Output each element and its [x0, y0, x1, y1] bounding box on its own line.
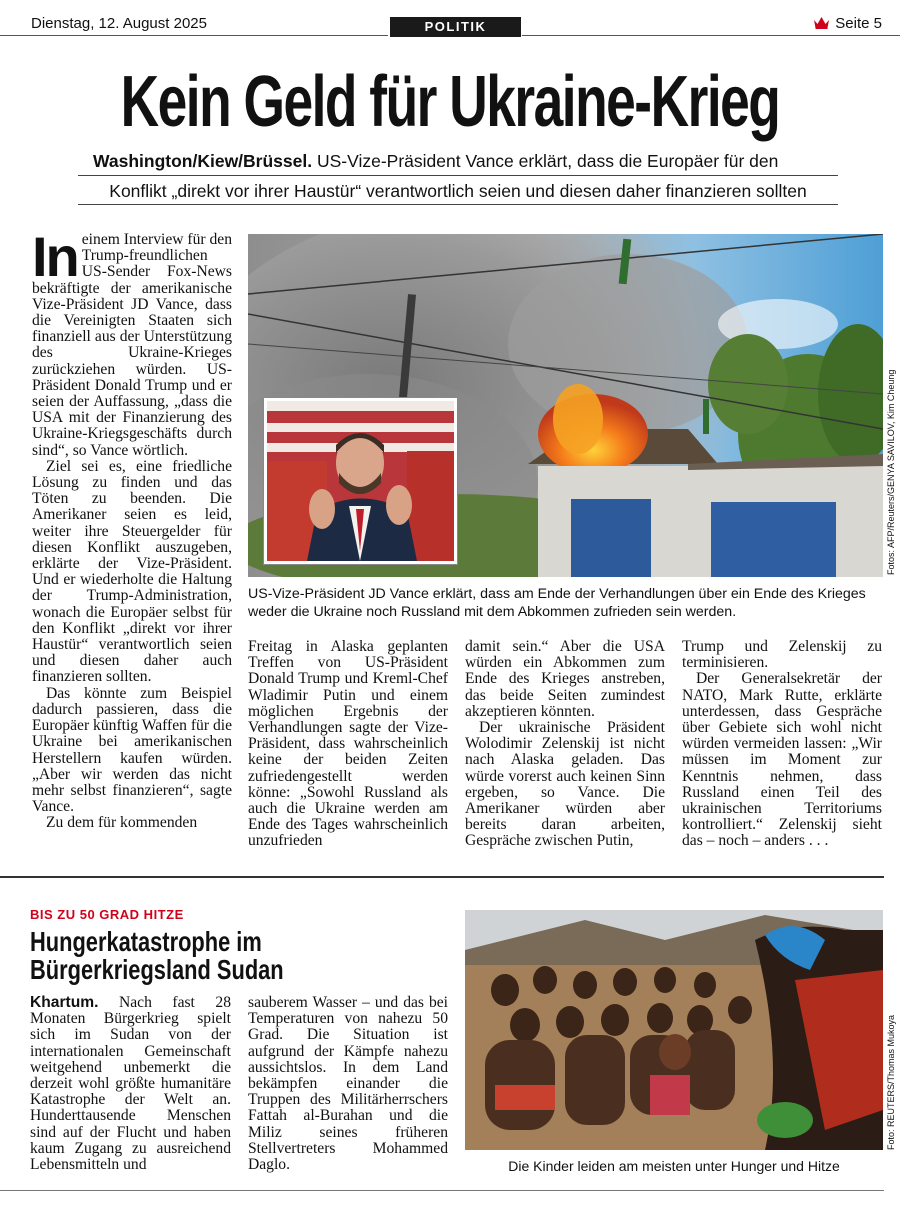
article-divider — [0, 876, 884, 878]
paragraph: Nach fast 28 Monaten Bürgerkrieg spielt sich im Sudan von der internationalen Gemeinschaft weitgehend unbemerkt die derzeit wohl größte humanitäre Katastrophe der Welt an. Hunderttausende Menschen sind auf der Flucht und haben kaum Zugang zu ausreichend Lebensmitteln und — [30, 994, 231, 1174]
page-bottom-rule — [0, 1190, 884, 1191]
drop-cap: In — [32, 225, 78, 288]
photo-sudan-children — [465, 910, 883, 1150]
subheadline-rule-bottom — [78, 204, 838, 205]
dateline: Washington/Kiew/Brüssel. — [93, 151, 313, 171]
kicker: BIS ZU 50 GRAD HITZE — [30, 907, 184, 922]
page-number-label: Seite 5 — [835, 15, 882, 32]
photo-credit — [884, 1014, 898, 1150]
dateline: Khartum. — [30, 994, 99, 1011]
photo-caption: Die Kinder leiden am meisten unter Hunger und Hitze — [508, 1158, 840, 1174]
issue-date: Dienstag, 12. August 2025 — [31, 15, 207, 32]
paragraph: Freitag in Alaska geplanten Treffen von US-Präsident Donald Trump und Kreml-Chef Wladimir Putin und einem möglichen Ergebnis der Verhandlungen sagte der Vize-Präsident, dass wahrscheinlich keine der beiden Zeiten zufriedengestellt werden könne: „Sowohl Russland als auch die Ukraine werden am Ende des Tages wahrscheinlich unzufrieden — [248, 638, 448, 850]
page-number — [814, 15, 882, 33]
inset-photo-vance — [264, 398, 457, 564]
subheadline-text1: US-Vize-Präsident Vance erklärt, dass die Europäer für den — [316, 151, 779, 171]
photo-credit-text: Fotos: AFP/Reuters/GENYA SAVILOV, Kim Cheung — [886, 369, 896, 575]
paragraph: sauberem Wasser – und das bei Temperaturen von nahezu 50 Grad. Die Situation ist aufgrund der Kämpfe nahezu aussichtslos. In dem Land bekämpfen einander die Truppen des Militärherrschers Fattah al-Burahan und die Miliz seines früheren Stellvertreters Mohammed Daglo. — [248, 994, 448, 1174]
subheadline-line1 — [93, 150, 778, 172]
headline-line: Bürgerkriegsland Sudan — [30, 954, 284, 985]
subheadline-line2: Konflikt „direkt vor ihrer Haustür“ verantwortlich seien und diesen daher finanzieren sollten — [109, 181, 807, 201]
paragraph: Zu dem für kommenden — [46, 814, 198, 832]
crown-icon — [814, 16, 829, 33]
header-rule-right — [522, 35, 900, 36]
paragraph: Trump und Zelenskij zu terminisieren. — [682, 638, 882, 672]
section-label: POLITIK — [390, 17, 521, 37]
main-headline: Kein Geld für Ukraine-Krieg — [120, 62, 780, 142]
photo-credit — [884, 369, 898, 575]
photo-caption: US-Vize-Präsident JD Vance erklärt, dass am Ende der Verhandlungen über ein Ende des Krieges weder die Ukraine noch Russland mit dem Abkommen zufrieden sein werden. — [248, 586, 866, 620]
article-column-2 — [248, 639, 448, 850]
secondary-headline — [30, 928, 287, 984]
paragraph: einem Interview für den Trump-freundlichen US-Sender Fox-News bekräftigte der amerikanische Vize-Präsident JD Vance, dass die Vereinigten Staaten sich finanziell aus der Unterstützung des Ukraine-Krieges zurückziehen würden. US-Präsident Donald Trump und er seien der Auffassung, „dass die USA mit der Finanzierung des Ukraine-Kriegsgeschäfts durch sind“, so Vance wörtlich. — [32, 231, 233, 459]
photo-credit-text: Foto: REUTERS/Thomas Mukoya — [886, 1014, 896, 1150]
paragraph: damit sein.“ Aber die USA würden ein Abkommen zum Ende des Krieges anstreben, das beide Seiten zumindest akzeptieren könnten. — [465, 638, 665, 720]
paragraph: Der Generalsekretär der NATO, Mark Rutte, erklärte unterdessen, dass Gespräche über Gebiete sich wohl nicht würden vermeiden lassen: „Wir müssen im Moment zur Kenntnis nehmen, dass Russland einen Teil des ukrainischen Territoriums kontrolliert.“ Zelenskij sieht das – noch – anders . . . — [682, 670, 882, 850]
paragraph: Der ukrainische Präsident Wolodimir Zelenskij ist nicht nach Alaska geladen. Das würde vorerst auch keinen Sinn ergeben, so Vance. Die Amerikaner würden aber bereits daran arbeiten, Gespräche zwischen Putin, — [465, 719, 665, 850]
header-rule-left — [0, 35, 388, 36]
paragraph: Ziel sei es, eine friedliche Lösung zu finden und das Töten zu beenden. Die Amerikaner seien es leid, weiter ihre Steuergelder für diesen Konflikt auszugeben, erklärte der Vize-Präsident. Und er wiederholte die Haltung der Trump-Administration, wonach die Europäer selbst für den Konflikt „direkt vor ihrer Haustür“ verantwortlich seien und diesen daher auch finanzieren sollten. — [32, 457, 232, 686]
article-column-3 — [465, 639, 665, 850]
article2-column-2 — [248, 995, 448, 1173]
article-column-4 — [682, 639, 882, 850]
article-column-1 — [32, 225, 233, 832]
paragraph: Das könnte zum Beispiel dadurch passieren, dass die Europäer künftig Waffen für die Ukraine bei amerikanischen Herstellern kaufen würden. „Aber wir werden das nicht mehr selbst finanzieren“, sagte Vance. — [32, 684, 232, 816]
headline-line: Hungerkatastrophe im — [30, 926, 262, 957]
article2-column-1 — [30, 995, 231, 1173]
subheadline-rule — [78, 175, 838, 176]
